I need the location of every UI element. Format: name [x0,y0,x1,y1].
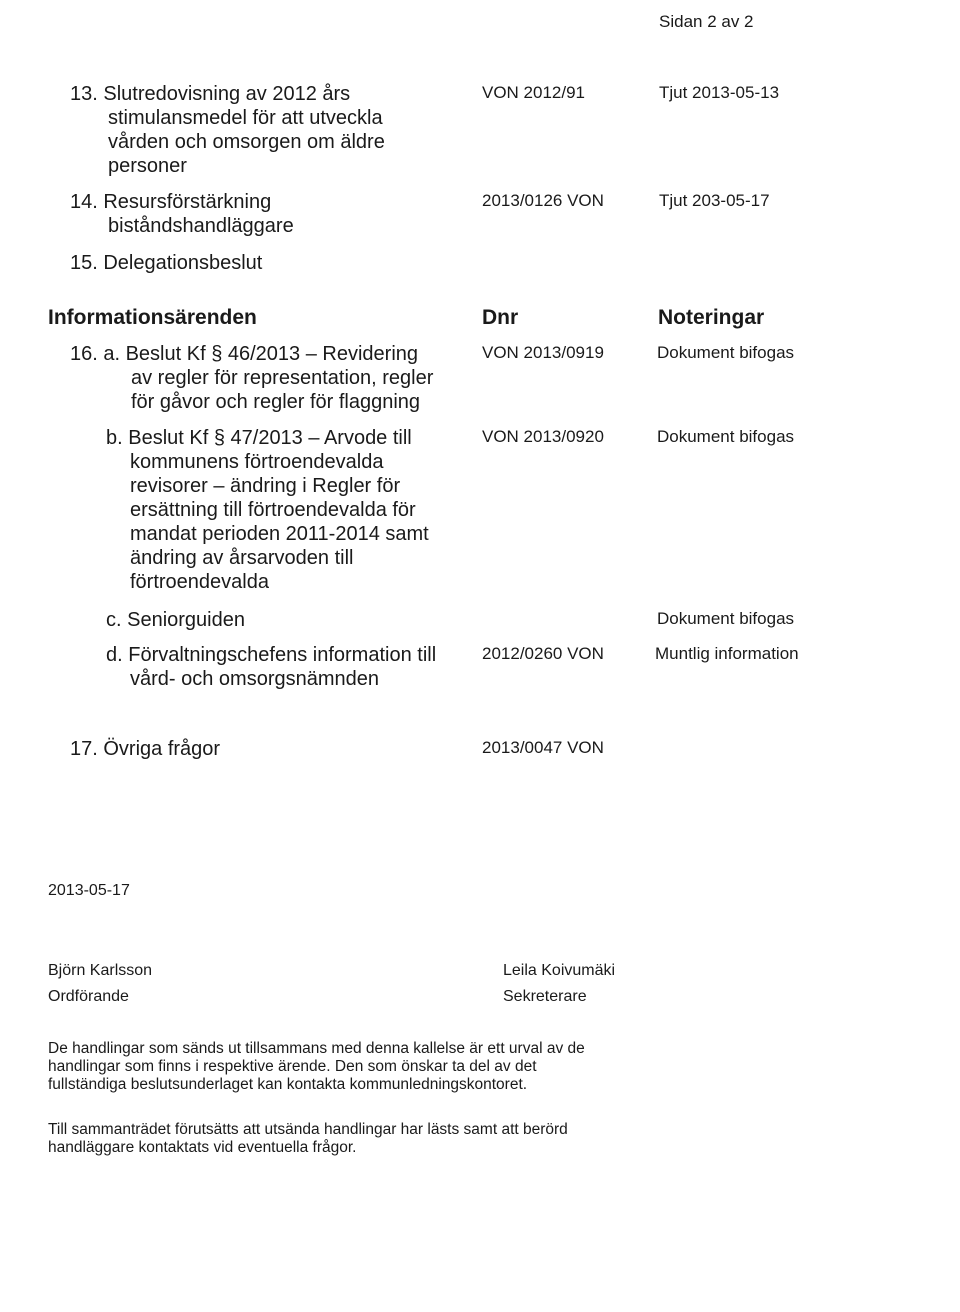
item-line: ersättning till förtroendevalda för [130,499,416,521]
page-number: Sidan 2 av 2 [659,12,754,31]
document-date: 2013-05-17 [48,882,130,899]
item-17-dnr: 2013/0047 VON [482,738,604,757]
dnr-heading: Dnr [482,306,519,329]
paragraph-line: handläggare kontaktats vid eventuella frågor. [48,1139,357,1156]
item-line: mandat perioden 2011-2014 samt [130,523,429,545]
item-16a-dnr: VON 2013/0919 [482,343,604,362]
item-16a-note: Dokument bifogas [657,343,795,362]
item-line: personer [108,155,187,177]
item-line: förtroendevalda [130,571,269,593]
item-13-dnr: VON 2012/91 [482,83,586,102]
info-item-16d [106,643,436,691]
agenda-item-17: 17. Övriga frågor [70,738,221,760]
agenda-item-13 [70,82,385,178]
paragraph-line: Till sammanträdet förutsätts att utsända handlingar har lästs samt att berörd [48,1121,568,1138]
item-line: för gåvor och regler för flaggning [131,391,421,413]
item-line: vård- och omsorgsnämnden [130,668,380,690]
item-16b-note: Dokument bifogas [657,427,795,446]
item-title: 16. a. Beslut Kf § 46/2013 – Revidering [70,343,419,365]
info-item-16c: c. Seniorguiden [106,609,245,631]
paragraph-line: handlingar som finns i respektive ärende. Den som önskar ta del av det [48,1058,537,1075]
info-item-16a [70,342,433,414]
paragraph-line: fullständiga beslutsunderlaget kan kontakta kommunledningskontoret. [48,1076,528,1093]
item-title: d. Förvaltningschefens information till [106,644,437,666]
info-paragraph [48,1040,585,1094]
section-heading: Informationsärenden [48,306,257,329]
item-16c-note: Dokument bifogas [657,609,795,628]
item-13-note: Tjut 2013-05-13 [659,83,780,102]
item-line: av regler för representation, regler [131,367,434,389]
signature-secretary [503,958,615,1010]
meeting-paragraph [48,1121,568,1157]
signatory-role: Sekreterare [503,988,587,1005]
item-line: revisorer – ändring i Regler för [130,475,401,497]
item-title: 13. Slutredovisning av 2012 års [70,83,351,105]
signatory-name: Leila Koivumäki [503,962,616,979]
item-line: vården och omsorgen om äldre [108,131,385,153]
item-line: kommunens förtroendevalda [130,451,384,473]
agenda-item-14 [70,190,294,238]
item-14-note: Tjut 203-05-17 [659,191,770,210]
info-item-16b [106,426,429,594]
signature-chair [48,958,152,1010]
item-line: stimulansmedel för att utveckla [108,107,383,129]
notes-heading: Noteringar [658,306,765,329]
item-line: biståndshandläggare [108,215,294,237]
item-16b-dnr: VON 2013/0920 [482,427,604,446]
item-16d-note: Muntlig information [655,644,799,663]
item-16d-dnr: 2012/0260 VON [482,644,604,663]
signatory-name: Björn Karlsson [48,962,153,979]
signatory-role: Ordförande [48,988,129,1005]
item-title: b. Beslut Kf § 47/2013 – Arvode till [106,427,412,449]
agenda-item-15: 15. Delegationsbeslut [70,252,263,274]
item-title: 14. Resursförstärkning [70,191,272,213]
item-line: ändring av årsarvoden till [130,547,354,569]
item-14-dnr: 2013/0126 VON [482,191,604,210]
paragraph-line: De handlingar som sänds ut tillsammans med denna kallelse är ett urval av de [48,1040,585,1057]
